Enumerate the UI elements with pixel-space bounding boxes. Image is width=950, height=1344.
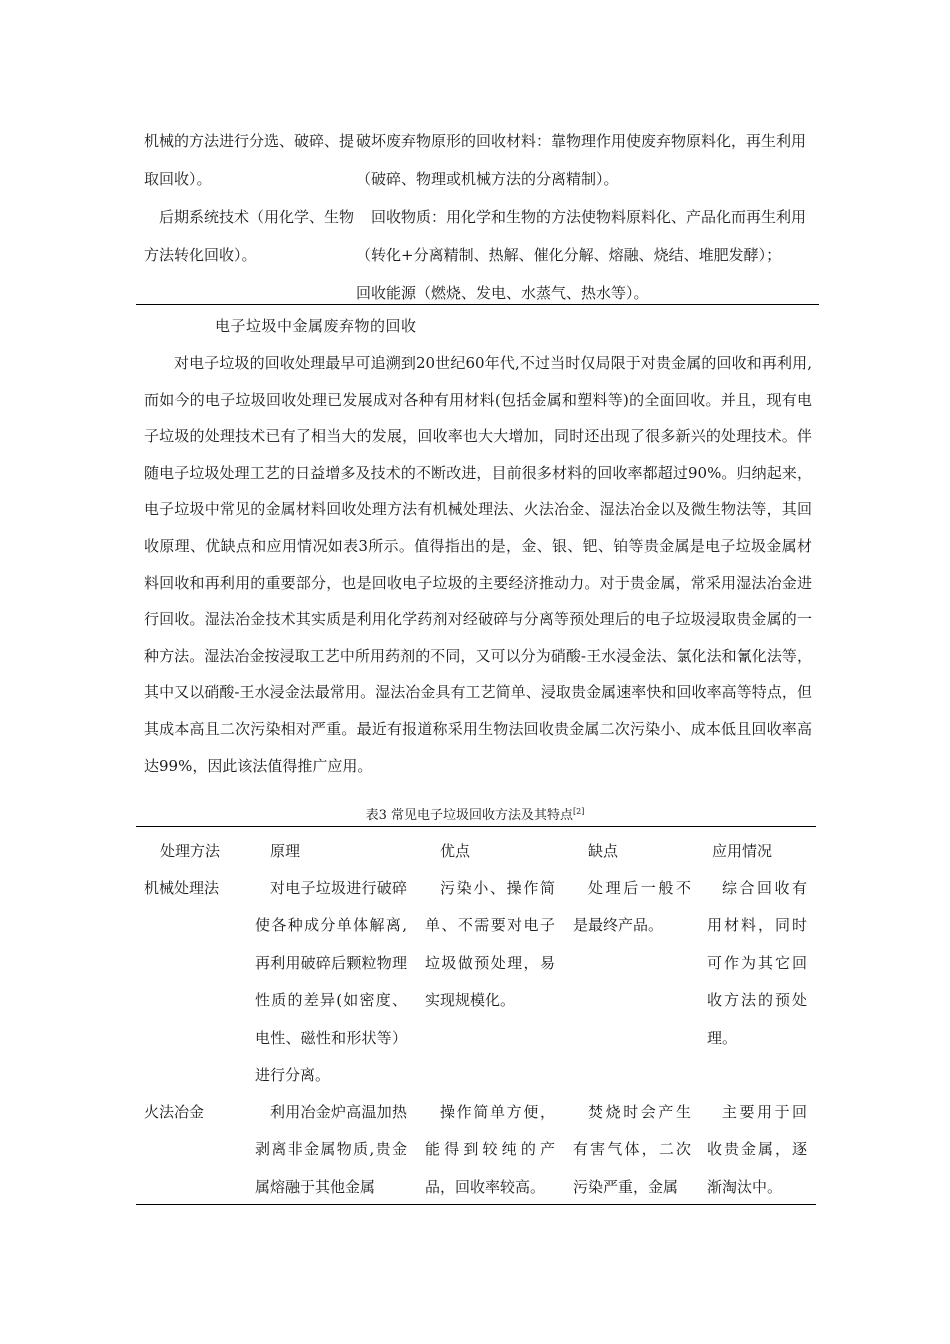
table-header-advantage: 优点	[440, 842, 471, 860]
table-cell-advantage: 污染小、操作简单、不需要对电子垃圾做预处理，易实现规模化。	[425, 879, 555, 1010]
previous-table-cell-left: 后期系统技术（用化学、生物方法转化回收）。	[144, 208, 355, 264]
previous-table-cell-left: 机械的方法进行分选、破碎、提取回收）。	[144, 132, 355, 188]
previous-table-cell-text: 回收能源（燃烧、发电、水蒸气、热水等）。	[356, 284, 649, 302]
table-top-rule	[136, 826, 816, 827]
previous-table-row	[144, 198, 819, 312]
table-header-application: 应用情况	[712, 842, 773, 860]
table-caption-text: 表3 常见电子垃圾回收方法及其特点	[365, 808, 574, 823]
section-heading: 电子垃圾中金属废弃物的回收	[215, 317, 417, 335]
table-header-method: 处理方法	[160, 842, 221, 860]
previous-table-continuation	[144, 122, 819, 312]
table-cell-application: 综合回收有用材料，同时可作为其它回收方法的预处理。	[707, 879, 807, 1047]
table-cell-method: 机械处理法	[144, 879, 220, 897]
table-cell-disadvantage: 焚烧时会产生有害气体，二次污染严重，金属	[573, 1103, 691, 1196]
table-cell-advantage: 操作简单方便，能得到较纯的产品，回收率较高。	[425, 1103, 555, 1196]
table-cell-principle: 利用冶金炉高温加热剥离非金属物质,贵金属熔融于其他金属	[255, 1103, 407, 1196]
previous-table-row	[144, 122, 819, 198]
previous-table-cell-right	[356, 198, 819, 312]
table-caption	[0, 800, 950, 828]
previous-table-cell-right: 破坏废弃物原形的回收材料：靠物理作用使废弃物原料化，再生利用（破碎、物理或机械方法的分离精制）。	[356, 132, 807, 188]
table-cell-method: 火法冶金	[144, 1103, 205, 1121]
table-cell-principle: 对电子垃圾进行破碎使各种成分单体解离,再利用破碎后颗粒物理性质的差异(如密度、电性、磁性和形状等）进行分离。	[255, 879, 407, 1085]
table-bottom-rule	[136, 304, 819, 305]
table-caption-reference: [2]	[573, 807, 585, 816]
table-cell-application: 主要用于回收贵金属，逐渐淘汰中。	[707, 1103, 807, 1196]
table-cell-disadvantage: 处理后一般不是最终产品。	[573, 879, 691, 935]
table-header-disadvantage: 缺点	[588, 842, 619, 860]
body-paragraph-block	[144, 345, 812, 784]
body-paragraph: 对电子垃圾的回收处理最早可追溯到20世纪60年代,不过当时仅局限于对贵金属的回收和再利用,而如今的电子垃圾回收处理已发展成对各种有用材料(包括金属和塑料等)的全面回收。并且，现有电子垃圾的处理技术已有了相当大的发展，回收率也大大增加，同时还出现了很多新兴的处理技术。伴随电子垃圾处理工艺的日益增多及技术的不断改进，目前很多材料的回收率都超过90%。归纳起来，电子垃圾中常见的金属材料回收处理方法有机械处理法、火法冶金、湿法冶金以及微生物法等，其回收原理、优缺点和应用情况如表3所示。值得指出的是，金、银、钯、铂等贵金属是电子垃圾金属材料回收和再利用的重要部分，也是回收电子垃圾的主要经济推动力。对于贵金属，常采用湿法冶金进行回收。湿法冶金技术其实质是利用化学药剂对经破碎与分离等预处理后的电子垃圾浸取贵金属的一种方法。湿法冶金按浸取工艺中所用药剂的不同，又可以分为硝酸-王水浸金法、氯化法和氰化法等，其中又以硝酸-王水浸金法最常用。湿法冶金具有工艺简单、浸取贵金属速率快和回收率高等特点，但其成本高且二次污染相对严重。最近有报道称采用生物法回收贵金属二次污染小、成本低且回收率高达99%，因此该法值得推广应用。	[144, 354, 812, 775]
table-bottom-rule	[136, 1204, 816, 1205]
previous-table-cell-text: 回收物质：用化学和生物的方法使物料原料化、产品化而再生利用（转化+分离精制、热解、催化分解、熔融、烧结、堆肥发酵）；	[356, 208, 807, 264]
table-header-principle: 原理	[270, 842, 301, 860]
